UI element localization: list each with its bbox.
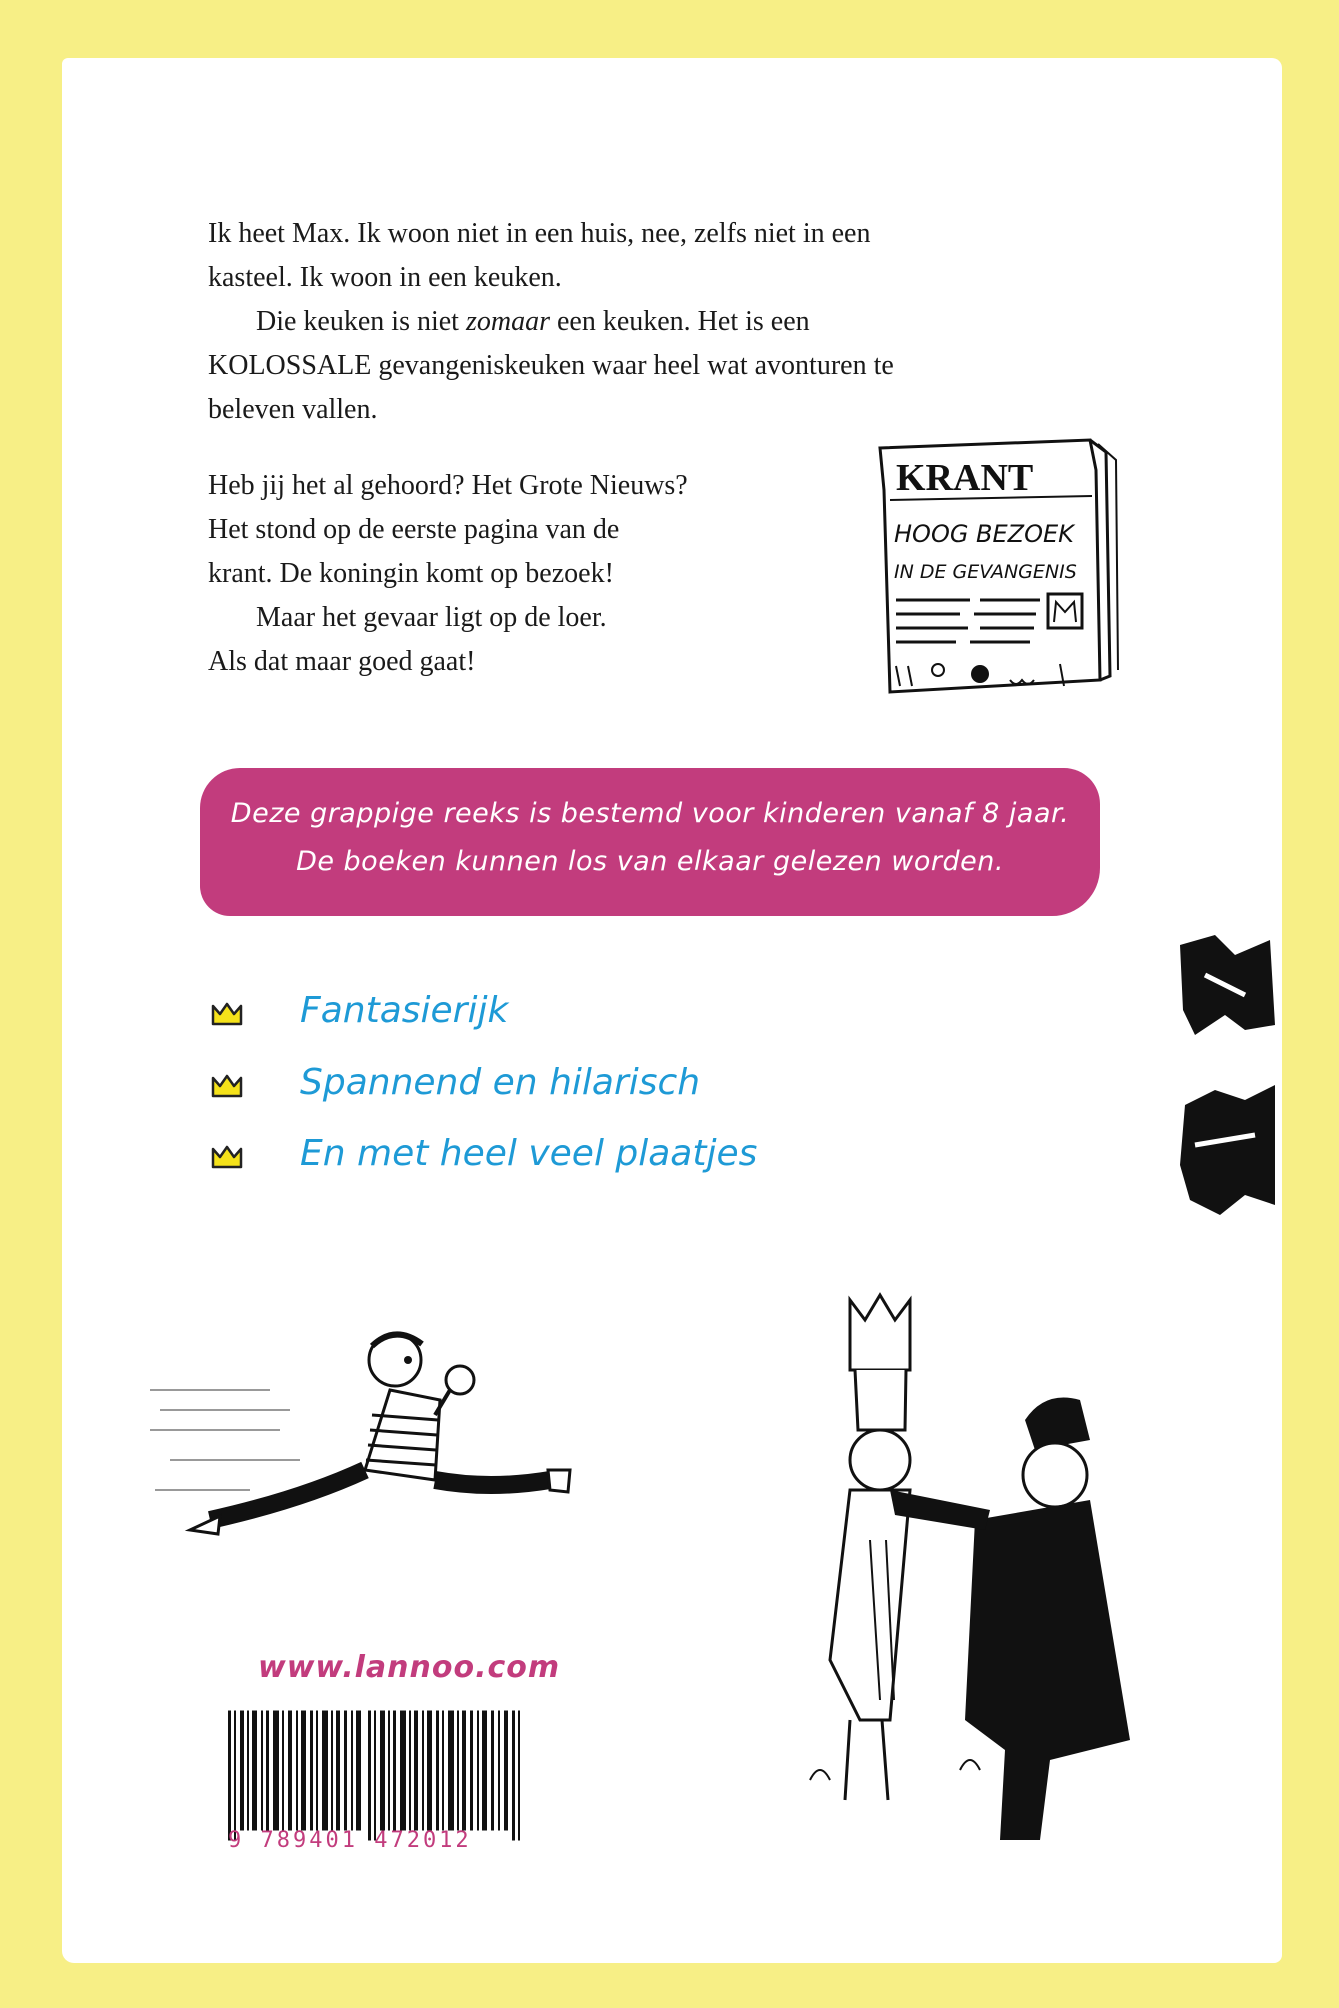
- newspaper-headline: IN DE GEVANGENIS: [894, 561, 1077, 583]
- running-boy-illustration: [150, 1320, 620, 1580]
- news-text: [208, 464, 828, 684]
- queen-and-villain-illustration: [790, 1280, 1190, 1860]
- crown-icon: [210, 1000, 244, 1028]
- intro-line: beleven vallen.: [208, 394, 378, 425]
- feature-item: [210, 1062, 910, 1112]
- intro-line-part: Die keuken is niet: [256, 306, 466, 337]
- crown-icon: [210, 1143, 244, 1171]
- banner-line: De boeken kunnen los van elkaar gelezen worden.: [296, 846, 1004, 877]
- publisher-website[interactable]: www.lannoo.com: [258, 1650, 561, 1685]
- intro-line: [208, 300, 1088, 344]
- intro-line: kasteel. Ik woon in een keuken.: [208, 262, 562, 293]
- news-line: Het stond op de eerste pagina van de: [208, 514, 620, 545]
- intro-line: KOLOSSALE gevangeniskeuken waar heel wat avonturen te: [208, 350, 894, 381]
- feature-label: Fantasierijk: [300, 990, 509, 1031]
- news-line: Heb jij het al gehoord? Het Grote Nieuws?: [208, 470, 688, 501]
- newspaper-headline: HOOG BEZOEK: [894, 520, 1074, 548]
- intro-text: [208, 212, 1088, 432]
- edge-illustration: [1175, 915, 1275, 1215]
- feature-label: Spannend en hilarisch: [300, 1062, 701, 1103]
- intro-line: Ik heet Max. Ik woon niet in een huis, nee, zelfs niet in een: [208, 218, 871, 249]
- newspaper-illustration: [860, 430, 1120, 720]
- feature-item: [210, 990, 910, 1040]
- news-line: Maar het gevaar ligt op de loer.: [256, 602, 607, 633]
- news-line: krant. De koningin komt op bezoek!: [208, 558, 614, 589]
- crown-icon: [210, 1072, 244, 1100]
- banner-line: Deze grappige reeks is bestemd voor kinderen vanaf 8 jaar.: [230, 798, 1070, 829]
- intro-emphasis: zomaar: [465, 306, 550, 337]
- isbn-number: 9 789401 472012: [228, 1828, 472, 1853]
- reading-age-banner: [200, 768, 1100, 916]
- intro-line-part: een keuken. Het is een: [549, 306, 810, 337]
- news-line: Als dat maar goed gaat!: [208, 646, 476, 677]
- newspaper-masthead: KRANT: [896, 457, 1034, 499]
- feature-item: [210, 1133, 910, 1183]
- feature-label: En met heel veel plaatjes: [300, 1133, 758, 1174]
